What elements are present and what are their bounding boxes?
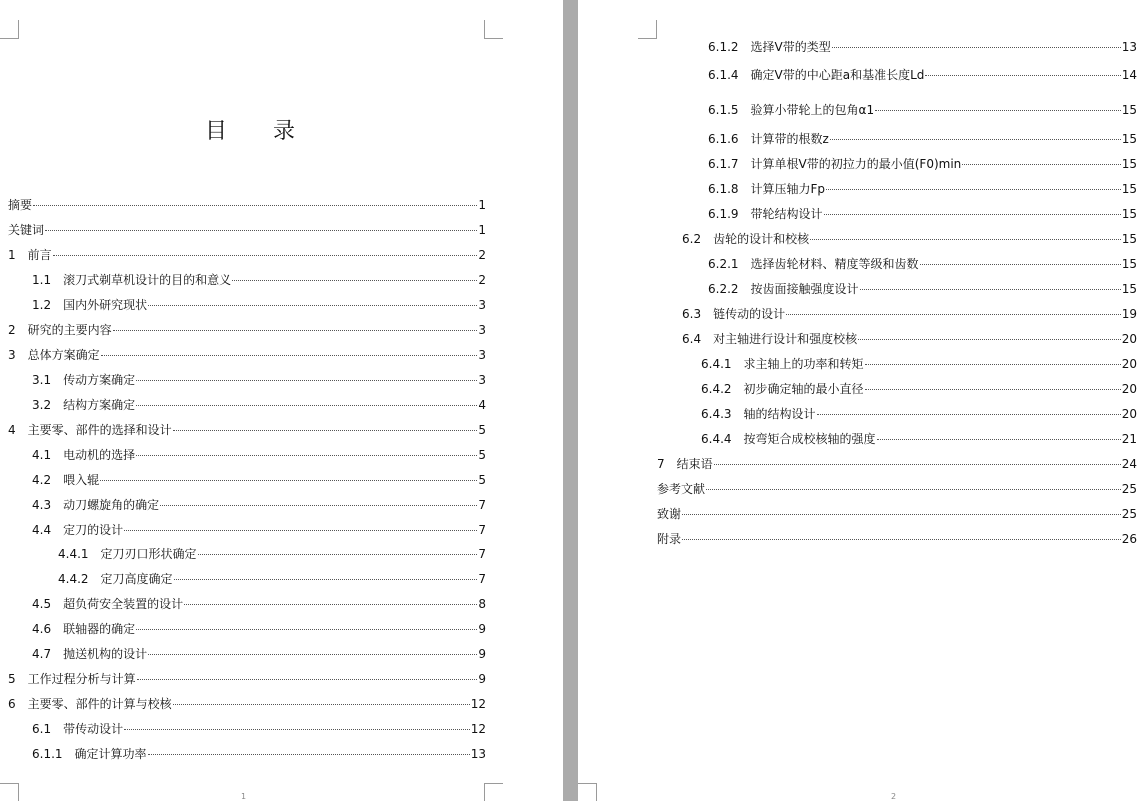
toc-entry-page-number: 15 [1121,103,1137,117]
toc-dot-leader [174,579,478,580]
toc-entry-label: 6.4.1 求主轴上的功率和转矩 [701,357,864,371]
toc-entry[interactable] [58,571,486,587]
toc-entry-label: 6.4 对主轴进行设计和强度校核 [682,332,858,346]
toc-entry-label: 3.2 结构方案确定 [32,398,136,412]
toc-entry-page-number: 20 [1121,332,1137,346]
toc-entry[interactable] [32,497,486,513]
toc-dot-leader [706,489,1121,490]
toc-entry[interactable] [708,181,1137,197]
toc-entry[interactable] [682,331,1137,347]
toc-entry-label: 4.4.2 定刀高度确定 [58,572,173,586]
toc-entry-label: 6.4.2 初步确定轴的最小直径 [701,382,864,396]
toc-entry-label: 6.1.6 计算带的根数z [708,132,829,146]
toc-entry-label: 6.1.9 带轮结构设计 [708,207,823,221]
toc-entry[interactable] [8,197,486,213]
crop-mark-top-left [638,20,657,39]
toc-entry[interactable] [32,272,486,288]
toc-entry-label: 6.1 带传动设计 [32,722,124,736]
toc-entry-page-number: 3 [478,298,486,312]
toc-dot-leader [148,305,477,306]
toc-entry-label: 关键词 [8,223,45,237]
toc-dot-leader [148,654,477,655]
toc-entry-label: 3.1 传动方案确定 [32,373,136,387]
toc-entry-label: 6.4.4 按弯矩合成校核轴的强度 [701,432,876,446]
toc-entry-label: 6.2.2 按齿面接触强度设计 [708,282,859,296]
crop-mark-bottom-left [0,783,19,801]
toc-entry[interactable] [701,431,1137,447]
toc-dot-leader [877,439,1121,440]
toc-dot-leader [682,539,1121,540]
toc-entry-label: 6.1.2 选择V带的类型 [708,40,831,54]
toc-dot-leader [160,505,477,506]
toc-dot-leader [173,430,478,431]
toc-entry[interactable] [708,131,1137,147]
toc-entry[interactable] [657,506,1137,522]
toc-entry-page-number: 15 [1121,232,1137,246]
toc-entry-label: 6.1.1 确定计算功率 [32,747,147,761]
toc-entry[interactable] [701,356,1137,372]
toc-entry-label: 4.7 抛送机构的设计 [32,647,148,661]
toc-entry[interactable] [32,621,486,637]
toc-dot-leader [817,414,1121,415]
toc-entry[interactable] [8,696,486,712]
toc-entry[interactable] [32,746,486,762]
toc-entry-label: 参考文献 [657,482,706,496]
toc-entry-page-number: 14 [1121,68,1137,82]
toc-entry-label: 6.2 齿轮的设计和校核 [682,232,810,246]
toc-dot-leader [832,47,1121,48]
toc-entry-label: 2 研究的主要内容 [8,323,112,337]
toc-entry-page-number: 19 [1121,307,1137,321]
toc-entry-page-number: 15 [1121,207,1137,221]
toc-entry-page-number: 13 [470,747,486,761]
toc-entry[interactable] [8,422,486,438]
toc-entry-page-number: 8 [478,597,486,611]
toc-entry[interactable] [32,372,486,388]
toc-entry[interactable] [58,546,486,562]
toc-entry[interactable] [32,297,486,313]
toc-entry[interactable] [657,456,1137,472]
toc-entry[interactable] [657,531,1137,547]
toc-dot-leader [45,230,477,231]
toc-dot-leader [136,380,477,381]
toc-dot-leader [786,314,1121,315]
toc-entry[interactable] [32,397,486,413]
crop-mark-bottom-left [578,783,597,801]
toc-entry[interactable] [708,256,1137,272]
toc-entry-page-number: 21 [1121,432,1137,446]
toc-entry-label: 4.2 喂入辊 [32,473,100,487]
crop-mark-top-right [484,20,503,39]
toc-entry[interactable] [8,671,486,687]
toc-dot-leader [824,214,1121,215]
toc-dot-leader [33,205,477,206]
toc-entry-page-number: 15 [1121,182,1137,196]
toc-entry-page-number: 7 [478,523,486,537]
toc-entry-label: 1.2 国内外研究现状 [32,298,148,312]
toc-dot-leader [875,110,1121,111]
toc-dot-leader [184,604,477,605]
toc-entry-label: 4.6 联轴器的确定 [32,622,136,636]
toc-entry-page-number: 15 [1121,132,1137,146]
toc-entry-label: 1.1 滚刀式剃草机设计的目的和意义 [32,273,232,287]
toc-dot-leader [53,255,478,256]
toc-dot-leader [232,280,477,281]
toc-entry[interactable] [657,481,1137,497]
toc-entry-page-number: 15 [1121,257,1137,271]
toc-entry-page-number: 5 [478,448,486,462]
toc-dot-leader [865,364,1121,365]
toc-entry-page-number: 1 [478,198,486,212]
toc-entry-page-number: 13 [1121,40,1137,54]
toc-dot-leader [136,629,477,630]
toc-entry-page-number: 7 [478,572,486,586]
toc-entry[interactable] [32,472,486,488]
toc-entry-label: 致谢 [657,507,682,521]
toc-dot-leader [136,455,477,456]
toc-entry-label: 摘要 [8,198,33,212]
toc-entry-label: 4.3 动刀螺旋角的确定 [32,498,160,512]
toc-entry-page-number: 7 [478,547,486,561]
toc-entry[interactable] [32,447,486,463]
crop-mark-top-left [0,20,19,39]
crop-mark-bottom-right [484,783,503,801]
toc-entry[interactable] [8,222,486,238]
toc-entry[interactable] [32,522,486,538]
toc-entry[interactable] [701,406,1137,422]
toc-entry-label: 附录 [657,532,682,546]
toc-entry-label: 4.4 定刀的设计 [32,523,124,537]
toc-entry-label: 3 总体方案确定 [8,348,100,362]
toc-entry[interactable] [8,322,486,338]
toc-dot-leader [925,75,1120,76]
toc-entry-page-number: 15 [1121,157,1137,171]
toc-entry[interactable] [682,231,1137,247]
toc-title: 目录 [204,119,341,144]
toc-entry[interactable] [708,39,1137,55]
toc-entry-label: 4.4.1 定刀刃口形状确定 [58,547,197,561]
toc-entry-page-number: 3 [478,373,486,387]
toc-entry-label: 6.2.1 选择齿轮材料、精度等级和齿数 [708,257,919,271]
toc-dot-leader [137,679,478,680]
toc-entry-label: 4.5 超负荷安全装置的设计 [32,597,184,611]
toc-entry-page-number: 3 [478,323,486,337]
toc-entry-label: 6.3 链传动的设计 [682,307,786,321]
toc-entry-page-number: 20 [1121,357,1137,371]
toc-dot-leader [714,464,1121,465]
toc-entry[interactable] [708,206,1137,222]
toc-dot-leader [101,355,478,356]
toc-entry-label: 6.1.7 计算单根V带的初拉力的最小值(F0)min [708,157,962,171]
toc-entry-page-number: 9 [478,622,486,636]
toc-entry[interactable] [32,721,486,737]
toc-dot-leader [113,330,478,331]
toc-dot-leader [100,480,477,481]
page-number: 2 [891,792,897,801]
toc-entry-page-number: 24 [1121,457,1137,471]
toc-entry[interactable] [708,102,1137,118]
toc-entry-page-number: 9 [478,647,486,661]
toc-entry-page-number: 5 [478,473,486,487]
page-number: 1 [241,792,247,801]
toc-entry-page-number: 2 [478,273,486,287]
toc-dot-leader [173,704,470,705]
toc-dot-leader [858,339,1121,340]
toc-entry[interactable] [701,381,1137,397]
toc-dot-leader [920,264,1121,265]
toc-dot-leader [198,554,478,555]
toc-entry-page-number: 12 [470,722,486,736]
toc-entry-page-number: 12 [470,697,486,711]
toc-dot-leader [865,389,1121,390]
toc-entry-page-number: 1 [478,223,486,237]
toc-entry-label: 6 主要零、部件的计算与校核 [8,697,172,711]
toc-dot-leader [124,729,470,730]
toc-dot-leader [826,189,1121,190]
toc-entry-label: 5 工作过程分析与计算 [8,672,136,686]
toc-dot-leader [962,164,1120,165]
toc-entry-page-number: 7 [478,498,486,512]
toc-dot-leader [124,530,477,531]
toc-entry-page-number: 25 [1121,482,1137,496]
toc-entry-page-number: 5 [478,423,486,437]
document-page-2 [578,0,1147,801]
toc-entry[interactable] [8,247,486,263]
toc-dot-leader [136,405,477,406]
toc-entry[interactable] [32,646,486,662]
toc-entry-label: 4.1 电动机的选择 [32,448,136,462]
toc-entry-page-number: 20 [1121,407,1137,421]
toc-entry-page-number: 26 [1121,532,1137,546]
toc-entry-page-number: 2 [478,248,486,262]
toc-entry-label: 7 结束语 [657,457,713,471]
toc-entry[interactable] [708,67,1137,83]
toc-entry-label: 6.1.8 计算压轴力Fp [708,182,826,196]
toc-entry[interactable] [32,596,486,612]
toc-dot-leader [810,239,1121,240]
toc-entry-label: 4 主要零、部件的选择和设计 [8,423,172,437]
document-page-1 [0,0,563,801]
toc-entry[interactable] [708,156,1137,172]
toc-entry-page-number: 9 [478,672,486,686]
toc-entry-label: 6.4.3 轴的结构设计 [701,407,816,421]
toc-entry-label: 6.1.4 确定V带的中心距a和基准长度Ld [708,68,925,82]
toc-dot-leader [830,139,1121,140]
toc-entry-page-number: 20 [1121,382,1137,396]
toc-entry-page-number: 4 [478,398,486,412]
toc-dot-leader [860,289,1121,290]
toc-dot-leader [682,514,1121,515]
toc-entry-page-number: 15 [1121,282,1137,296]
toc-entry-label: 6.1.5 验算小带轮上的包角α1 [708,103,875,117]
toc-entry[interactable] [708,281,1137,297]
toc-dot-leader [148,754,470,755]
toc-entry-label: 1 前言 [8,248,52,262]
toc-entry-page-number: 25 [1121,507,1137,521]
toc-entry[interactable] [8,347,486,363]
toc-entry-page-number: 3 [478,348,486,362]
toc-entry[interactable] [682,306,1137,322]
